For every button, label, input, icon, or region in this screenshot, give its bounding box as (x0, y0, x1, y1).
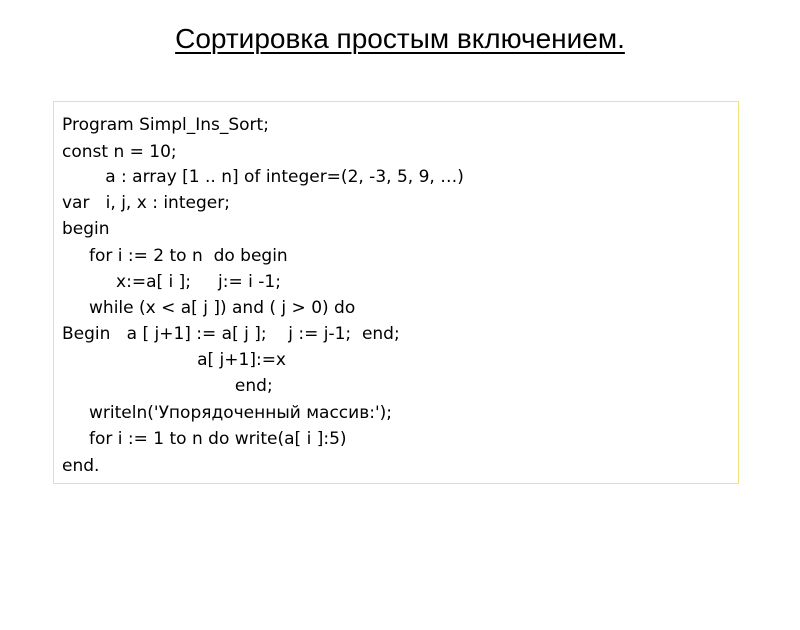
code-line-while: while (x < a[ j ]) and ( j > 0) do (62, 298, 356, 318)
code-line-inner-begin: Begin a [ j+1] := a[ j ]; j := j-1; end; (62, 324, 400, 344)
code-line-writeln: writeln('Упорядоченный массив:'); (62, 403, 392, 423)
code-line-begin: begin (62, 219, 110, 239)
code-line-program: Program Simpl_Ins_Sort; (62, 115, 269, 135)
slide-title: Сортировка простым включением. (175, 23, 625, 54)
code-listing (53, 101, 739, 484)
code-line-insert: a[ j+1]:=x (62, 350, 286, 370)
code-line-write-loop: for i := 1 to n do write(a[ i ]:5) (62, 429, 347, 449)
code-line-for-loop: for i := 2 to n do begin (62, 246, 288, 266)
code-line-var: var i, j, x : integer; (62, 193, 230, 213)
code-line-array: a : array [1 .. n] of integer=(2, -3, 5, 9, …) (62, 167, 464, 187)
code-line-const: const n = 10; (62, 142, 177, 162)
code-line-end: end; (62, 376, 273, 396)
code-line-assign: x:=a[ i ]; j:= i -1; (62, 272, 281, 292)
code-line-program-end: end. (62, 456, 100, 476)
